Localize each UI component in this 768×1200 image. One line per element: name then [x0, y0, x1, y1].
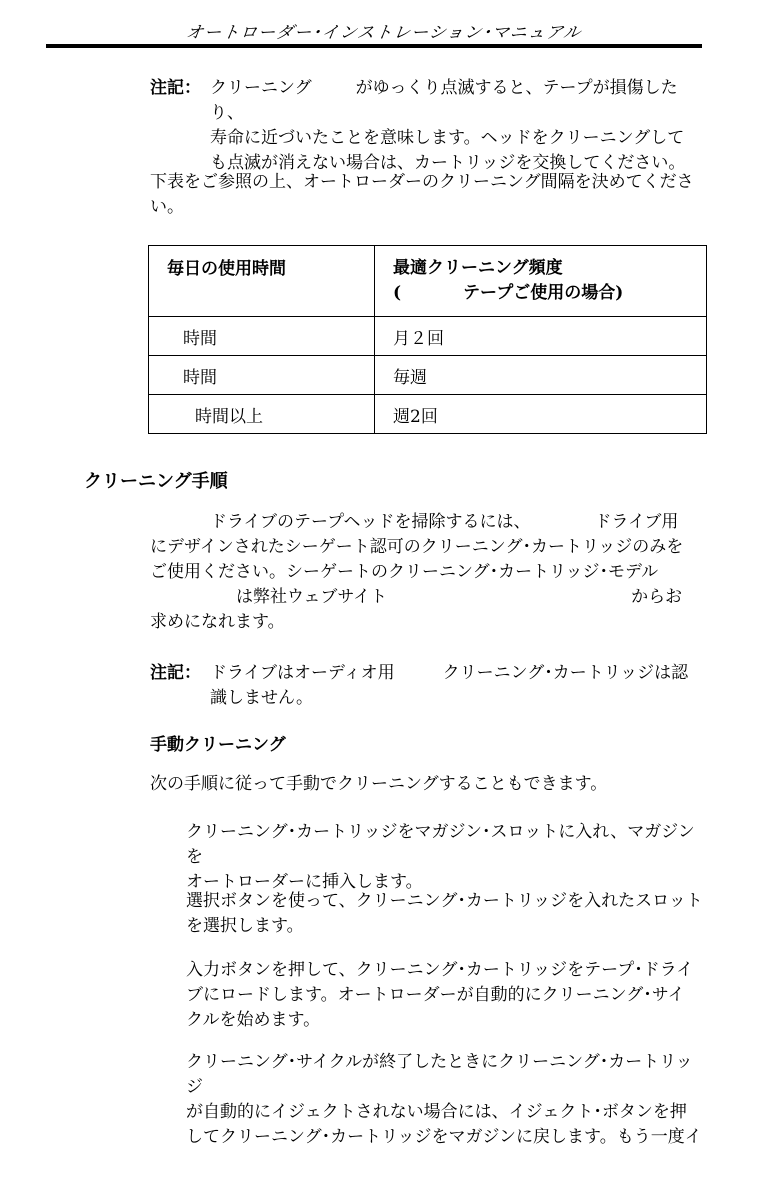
manual-cleaning-heading: 手動クリーニング [150, 735, 286, 755]
manual-step-3 [186, 958, 706, 1033]
step-line: 入力ボタンを押して、クリーニング･カートリッジをテープ･ドライ [186, 960, 694, 980]
note-audio-dat [150, 661, 710, 711]
step-line: が自動的にイジェクトされない場合には、イジェクト･ボタンを押 [186, 1102, 687, 1122]
table-header-frequency-line: ( テープご使用の場合) [393, 283, 624, 303]
note-text-line: クリーニング･カートリッジは認 [442, 663, 689, 683]
table-header-frequency-line: 最適クリーニング頻度 [393, 258, 563, 278]
step-line: クルを始めます。 [186, 1010, 321, 1030]
cleaning-paragraph [150, 510, 710, 635]
manual-intro: 次の手順に従って手動でクリーニングすることもできます。 [150, 774, 608, 794]
step-line: ブにロードします。オートローダーが自動的にクリーニング･サイ [186, 985, 685, 1005]
cleaning-frequency-table [148, 245, 707, 434]
table-cell-frequency: 毎週 [375, 356, 707, 395]
paragraph-line: 求めになれます。 [150, 612, 285, 632]
table-row [149, 356, 707, 395]
table-cell-usage: 時間 [149, 356, 375, 395]
table-cell-usage: 時間 [149, 317, 375, 356]
note-text-line: 識しません。 [210, 688, 314, 708]
note-label: 注記： [150, 78, 201, 98]
table-cell-frequency: 月２回 [375, 317, 707, 356]
note-label: 注記： [150, 663, 201, 683]
manual-step-1 [186, 820, 706, 895]
paragraph-line: い。 [150, 197, 184, 217]
table-header-frequency [375, 246, 707, 317]
table-row [149, 317, 707, 356]
note-text-line: ドライブはオーディオ用 [210, 663, 395, 683]
paragraph-line: 下表をご参照の上、オートローダーのクリーニング間隔を決めてくださ [150, 172, 694, 192]
section-heading: クリーニング手順 [84, 471, 228, 492]
header-rule [46, 44, 702, 48]
manual-step-4 [186, 1050, 706, 1150]
note-text [210, 76, 710, 176]
step-line: 選択ボタンを使って、クリーニング･カートリッジを入れたスロット [186, 891, 703, 911]
manual-step-2 [186, 889, 706, 939]
step-line: オートローダーに挿入します。 [186, 872, 423, 892]
table-cell-frequency: 週2回 [375, 395, 707, 434]
step-line: クリーニング･サイクルが終了したときにクリーニング･カートリッジ [186, 1052, 693, 1097]
table-row [149, 395, 707, 434]
step-line: を選択します。 [186, 916, 304, 936]
step-line: クリーニング･カートリッジをマガジン･スロットに入れ、マガジンを [186, 822, 695, 867]
table-header-usage: 毎日の使用時間 [149, 246, 375, 317]
running-header: オートローダー･インストレーション･マニュアル [184, 23, 583, 43]
paragraph-line: ご使用ください。シーゲートのクリーニング･カートリッジ･モデル [150, 562, 659, 582]
table-header-row [149, 246, 707, 317]
note-cleaning-led [150, 76, 710, 176]
note-text-line: クリーニング [210, 78, 312, 98]
paragraph-line: ドライブのテープヘッドを掃除するには、 ドライブ用 [210, 512, 679, 532]
note-text-line: も点滅が消えない場合は、カートリッジを交換してください。 [210, 153, 686, 173]
note-text-line: 寿命に近づいたことを意味します。ヘッドをクリーニングして [210, 128, 685, 148]
step-line: してクリーニング･カートリッジをマガジンに戻します。もう一度イ [186, 1127, 702, 1147]
paragraph-line: にデザインされたシーゲート認可のクリーニング･カートリッジのみを [150, 537, 684, 557]
paragraph-line: は弊社ウェブサイト からお [236, 587, 683, 607]
table-cell-usage: 時間以上 [149, 395, 375, 434]
intro-paragraph [150, 170, 710, 220]
note-text [210, 661, 710, 711]
note-text-line: がゆっくり点滅すると、テープが損傷したり、 [210, 78, 678, 123]
